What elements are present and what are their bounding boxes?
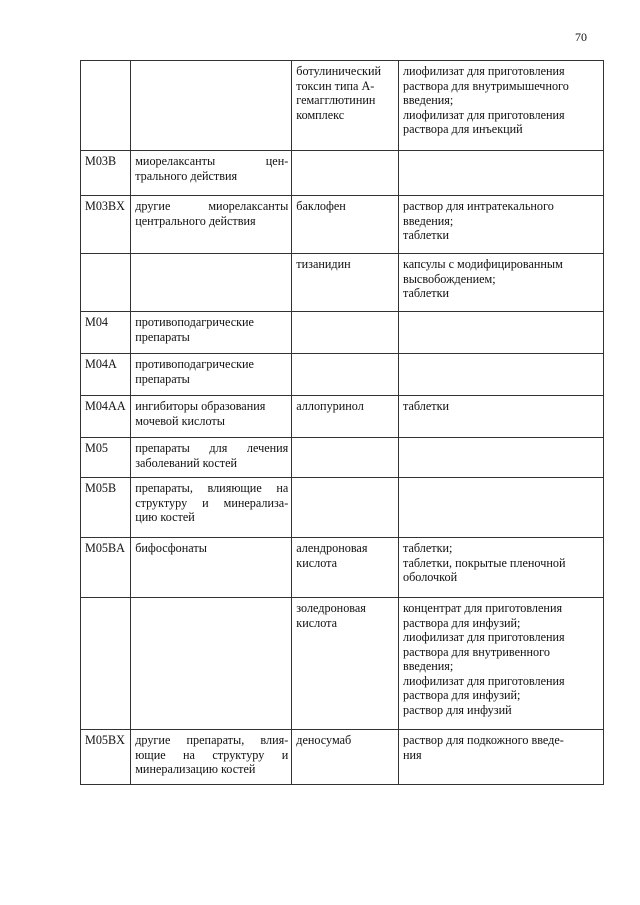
dosage-form-line: таблетки (402, 228, 450, 242)
atc-code-cell: M04A (81, 354, 131, 396)
dosage-form-cell (398, 478, 603, 538)
dosage-form-line: введения; (402, 659, 454, 673)
group-name-line: противоподагрические (135, 315, 254, 329)
atc-code-cell (81, 254, 131, 312)
drug-name-cell (292, 196, 399, 254)
dosage-form-cell (398, 61, 603, 151)
group-name-line: структуру и минерализа- (135, 495, 289, 510)
group-name-line: миорелаксанты цен- (135, 154, 289, 168)
dosage-form-line: лиофилизат для приготовления (402, 673, 565, 688)
table-row (81, 478, 604, 538)
atc-code-cell: M05B (81, 478, 131, 538)
dosage-form-cell (398, 196, 603, 254)
drug-name-line: комплекс (296, 107, 345, 122)
atc-code-cell: M05BX (81, 730, 131, 785)
dosage-form-line: высвобождением; (402, 271, 496, 286)
drug-name-cell (292, 312, 399, 354)
table-row (81, 598, 604, 730)
dosage-form-cell (398, 538, 603, 598)
dosage-form-cell (398, 730, 603, 785)
drug-name-line: золедроновая (296, 601, 366, 615)
table-row (81, 730, 604, 785)
atc-code-cell (81, 598, 131, 730)
drug-name-line: аллопуринол (296, 399, 364, 413)
table-body (81, 61, 604, 785)
group-name-cell (131, 478, 292, 538)
dosage-form-line: введения; (402, 93, 454, 107)
dosage-form-line: раствора для внутривенного (402, 644, 550, 659)
dosage-form-line: раствор для интратекального (402, 199, 554, 213)
group-name-line: бифосфонаты (135, 541, 207, 555)
dosage-form-line: таблетки (402, 399, 450, 413)
table-row (81, 312, 604, 354)
drug-name-line: алендроновая (296, 541, 368, 555)
group-name-line: ингибиторы образования (135, 399, 266, 413)
group-name-cell (131, 598, 292, 730)
dosage-form-line: таблетки, покрытые пленочной (402, 555, 566, 570)
group-name-line: другие препараты, влия- (135, 733, 289, 747)
group-name-line: минерализацию костей (135, 762, 256, 776)
drug-name-line: баклофен (296, 199, 346, 213)
group-name-cell (131, 61, 292, 151)
dosage-form-line: раствор для инфузий (402, 702, 512, 717)
table-row (81, 151, 604, 196)
dosage-form-cell (398, 438, 603, 478)
dosage-form-line: лиофилизат для приготовления (402, 64, 565, 78)
atc-code-cell: M03BX (81, 196, 131, 254)
table-row (81, 61, 604, 151)
atc-code-cell: M05 (81, 438, 131, 478)
drug-name-line: токсин типа А- (296, 78, 375, 93)
dosage-form-line: капсулы с модифицированным (402, 257, 563, 271)
group-name-line: центрального действия (135, 213, 256, 228)
atc-code-cell: M04 (81, 312, 131, 354)
group-name-line: ющие на структуру и (135, 747, 289, 762)
drug-table (80, 60, 604, 785)
group-name-cell (131, 312, 292, 354)
dosage-form-cell (398, 396, 603, 438)
drug-name-line: деносумаб (296, 733, 352, 747)
table-row (81, 254, 604, 312)
drug-name-cell (292, 478, 399, 538)
drug-name-cell (292, 538, 399, 598)
table-row (81, 354, 604, 396)
dosage-form-cell (398, 151, 603, 196)
group-name-line: мочевой кислоты (135, 413, 225, 428)
dosage-form-line: раствора для инфузий; (402, 688, 521, 702)
drug-name-cell (292, 151, 399, 196)
group-name-cell (131, 538, 292, 598)
dosage-form-line: концентрат для приготовления (402, 601, 563, 615)
drug-name-cell (292, 354, 399, 396)
atc-code-cell (81, 61, 131, 151)
drug-name-line: кислота (296, 555, 338, 570)
drug-name-line: гемагглютинин (296, 93, 376, 107)
dosage-form-cell (398, 312, 603, 354)
dosage-form-line: раствора для внутримышечного (402, 78, 569, 93)
drug-name-line: кислота (296, 615, 338, 630)
group-name-cell (131, 438, 292, 478)
group-name-cell (131, 151, 292, 196)
dosage-form-line: раствора для инфузий; (402, 615, 521, 630)
dosage-form-cell (398, 598, 603, 730)
dosage-form-line: раствор для подкожного введе- (402, 733, 564, 747)
atc-code-cell: M04AA (81, 396, 131, 438)
drug-name-cell (292, 598, 399, 730)
dosage-form-line: лиофилизат для приготовления (402, 630, 565, 644)
drug-name-cell (292, 730, 399, 785)
group-name-line: другие миорелаксанты (135, 199, 289, 213)
drug-name-line: ботулинический (296, 64, 382, 78)
dosage-form-cell (398, 354, 603, 396)
group-name-cell (131, 354, 292, 396)
page-number: 70 (575, 30, 587, 44)
group-name-line: препараты, влияющие на (135, 481, 289, 495)
dosage-form-line: таблетки; (402, 541, 453, 555)
group-name-line: препараты (135, 329, 190, 344)
group-name-cell (131, 196, 292, 254)
dosage-form-line: лиофилизат для приготовления (402, 107, 565, 122)
group-name-line: препараты (135, 371, 190, 386)
table-row (81, 396, 604, 438)
drug-name-cell (292, 438, 399, 478)
drug-name-cell (292, 61, 399, 151)
atc-code-cell: M05BA (81, 538, 131, 598)
atc-code-cell: M03B (81, 151, 131, 196)
dosage-form-line: введения; (402, 213, 454, 228)
group-name-line: препараты для лечения (135, 441, 289, 455)
dosage-form-cell (398, 254, 603, 312)
group-name-cell (131, 254, 292, 312)
dosage-form-line: раствора для инъекций (402, 122, 523, 136)
table-row (81, 538, 604, 598)
group-name-line: противоподагрические (135, 357, 254, 371)
drug-name-cell (292, 254, 399, 312)
drug-name-line: тизанидин (296, 257, 351, 271)
drug-name-cell (292, 396, 399, 438)
table-row (81, 438, 604, 478)
table-row (81, 196, 604, 254)
group-name-line: заболеваний костей (135, 455, 238, 470)
group-name-line: трального действия (135, 168, 238, 183)
group-name-cell (131, 730, 292, 785)
group-name-line: цию костей (135, 510, 195, 524)
group-name-cell (131, 396, 292, 438)
dosage-form-line: оболочкой (402, 570, 458, 584)
dosage-form-line: таблетки (402, 286, 450, 300)
dosage-form-line: ния (402, 747, 422, 762)
